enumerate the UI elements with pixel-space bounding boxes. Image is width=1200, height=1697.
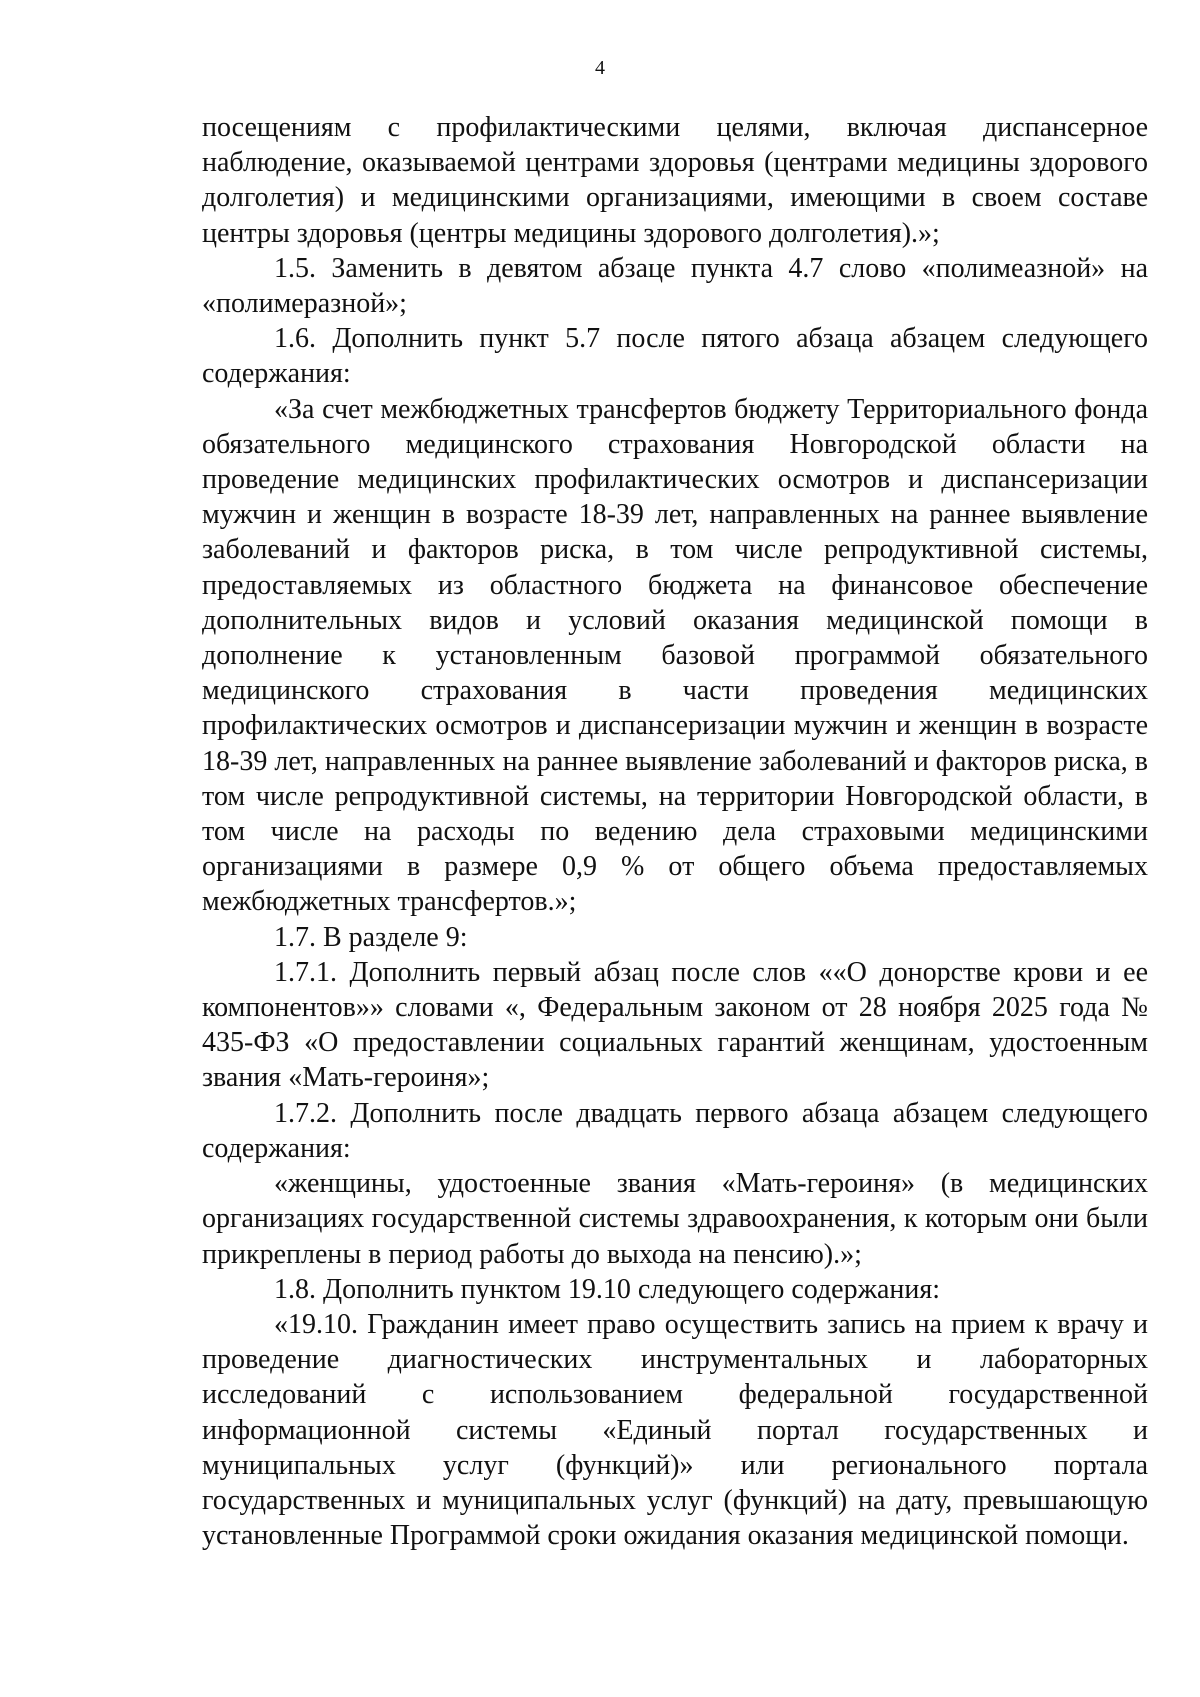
paragraph-1-7-2: 1.7.2. Дополнить после двадцать первого абзаца абзацем следующего содержания: — [202, 1097, 1148, 1164]
paragraph-1-5: 1.5. Заменить в девятом абзаце пункта 4.7 слово «полимеазной» на «полимеразной»; — [202, 252, 1148, 320]
paragraph-1-7: 1.7. В разделе 9: — [274, 921, 468, 953]
paragraph-1-8: 1.8. Дополнить пунктом 19.10 следующего содержания: — [274, 1273, 941, 1305]
paragraph-1-7-1: 1.7.1. Дополнить первый абзац после слов ««О донорстве крови и ее компонентов»» словами «, Федеральным законом от 28 ноября 2025 года № 435-ФЗ «О предоставлении социальных гарантий женщинам, удостоенным звания «Мать-героиня»; — [202, 956, 1148, 1094]
paragraph-19-10: «19.10. Гражданин имеет право осуществить запись на прием к врачу и проведение диагностических инструментальных и лабораторных исследований с использованием федеральной государственной информационной системы «Единый портал государственных и муниципальных услуг (функций)» или регионального портала государственных и муниципальных услуг (функций) на дату, превышающую установленные Программой сроки ожидания оказания медицинской помощи. — [202, 1308, 1148, 1552]
paragraph-1-7-2-quote: «женщины, удостоенные звания «Мать-героиня» (в медицинских организациях государственной системы здравоохранения, к которым они были прикреплены в период работы до выхода на пенсию).»; — [202, 1168, 1148, 1270]
document-body — [202, 110, 1148, 1553]
paragraph-1-6-quote: «За счет межбюджетных трансфертов бюджету Территориального фонда обязательного медицинского страхования Новгородской области на проведение медицинских профилактических осмотров и диспансеризации мужчин и женщин в возрасте 18-39 лет, направленных на раннее выявление заболеваний и факторов риска, в том числе репродуктивной системы, предоставляемых из областного бюджета на финансовое обеспечение дополнительных видов и условий оказания медицинской помощи в дополнение к установленным базовой программой обязательного медицинского страхования в части проведения медицинских профилактических осмотров и диспансеризации мужчин и женщин в возрасте 18-39 лет, направленных на раннее выявление заболеваний и факторов риска, в том числе репродуктивной системы, на территории Новгородской области, в том числе на расходы по ведению дела страховыми медицинскими организациями в размере 0,9 % от общего объема предоставляемых межбюджетных трансфертов.»; — [202, 393, 1148, 918]
paragraph-continuation: посещениям с профилактическими целями, включая диспансерное наблюдение, оказываемой центрами здоровья (центрами медицины здорового долголетия) и медицинскими организациями, имеющими в своем составе центры здоровья (центры медицины здорового долголетия).»; — [202, 112, 1148, 249]
paragraph-1-6: 1.6. Дополнить пункт 5.7 после пятого абзаца абзацем следующего содержания: — [202, 323, 1148, 390]
page-number: 4 — [595, 57, 605, 79]
